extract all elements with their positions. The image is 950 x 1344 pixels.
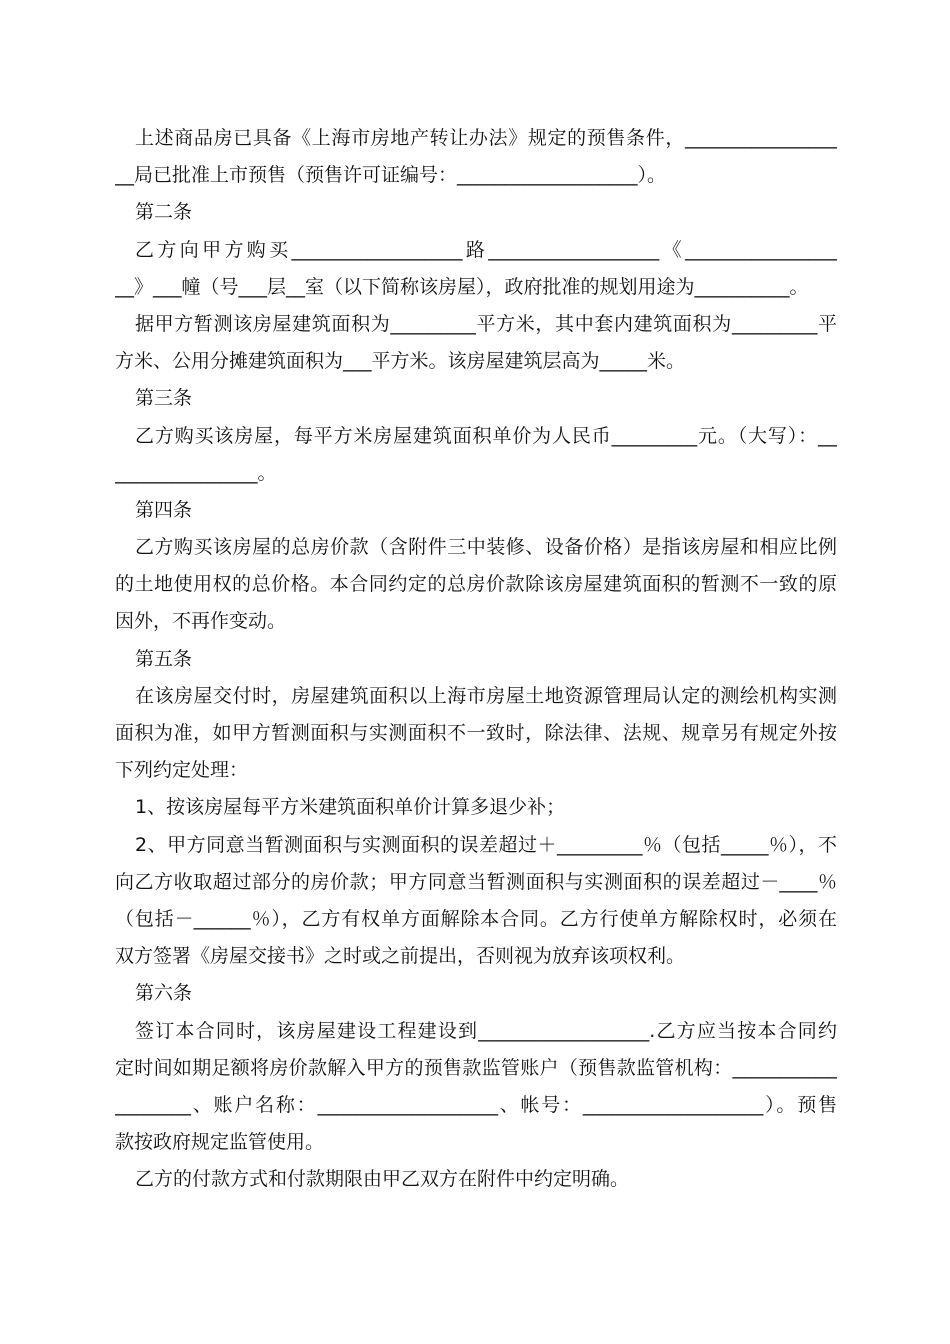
clause-1: 1、按该房屋每平方米建筑面积单价计算多退少补；: [135, 796, 566, 819]
paragraph-presale-conditions-line-1: 上述商品房已具备《上海市房地产转让办法》规定的预售条件，________________: [135, 127, 837, 149]
paragraph-payment-account-line-2: 定时间如期足额将房价款解入甲方的预售款监管账户（预售款监管机构：___________: [115, 1056, 837, 1079]
paragraph-unit-price-line-1: 乙方购买该房屋，每平方米房屋建筑面积单价为人民币_________元。（大写）：__: [135, 424, 837, 447]
paragraph-presale-conditions-line-2: __局已批准上市预售（预售许可证编号：___________________）。: [115, 164, 667, 187]
clause-2-line-2: 向乙方收取超过部分的房价款；甲方同意当暂测面积与实测面积的误差超过－____％: [115, 870, 837, 893]
clause-2-line-1: 2、甲方同意当暂测面积与实测面积的误差超过＋_________％（包括_____％），不: [135, 833, 837, 856]
paragraph-total-price-line-2: 的土地使用权的总价格。本合同约定的总房价款除该房屋建筑面积的暂测不一致的原: [115, 573, 837, 596]
article-4-heading: 第四条: [135, 498, 193, 521]
paragraph-delivery-line-1: 在该房屋交付时，房屋建筑面积以上海市房屋土地资源管理局认定的测绘机构实测: [135, 684, 837, 707]
article-5-heading: 第五条: [135, 647, 193, 670]
paragraph-total-price-line-3: 因外，不再作变动。: [115, 610, 287, 633]
paragraph-payment-account-line-1: 签订本合同时，该房屋建设工程建设到__________________.乙方应当按本合同约: [135, 1019, 837, 1042]
article-6-heading: 第六条: [135, 982, 193, 1005]
paragraph-purchase-line-2: __》___幢（号___层__室（以下简称该房屋），政府批准的规划用途为__________。: [115, 275, 809, 298]
clause-2-line-4: 双方签署《房屋交接书》之时或之前提出，否则视为放弃该项权利。: [115, 945, 686, 968]
clause-2-line-3: （包括－______％），乙方有权单方面解除本合同。乙方行使单方解除权时，必须在: [115, 907, 837, 930]
paragraph-purchase-line-1: 乙方向甲方购买__________________路__________________《________________: [135, 238, 837, 261]
paragraph-area-line-2: 方米、公用分摊建筑面积为___平方米。该房屋建筑层高为_____米。: [115, 350, 686, 373]
contract-page: [115, 120, 837, 1198]
paragraph-area-line-1: 据甲方暂测该房屋建筑面积为_________平方米，其中套内建筑面积为_________平: [135, 312, 837, 335]
article-3-heading: 第三条: [135, 387, 193, 410]
paragraph-payment-terms: 乙方的付款方式和付款期限由甲乙双方在附件中约定明确。: [135, 1168, 630, 1191]
article-2-heading: 第二条: [135, 201, 193, 224]
paragraph-delivery-line-2: 面积为准，如甲方暂测面积与实测面积不一致时，除法律、法规、规章另有规定外按: [115, 722, 837, 744]
paragraph-total-price-line-1: 乙方购买该房屋的总房价款（含附件三中装修、设备价格）是指该房屋和相应比例: [135, 536, 837, 559]
paragraph-payment-account-line-4: 款按政府规定监管使用。: [115, 1131, 325, 1154]
paragraph-payment-account-line-3: ________、账户名称：___________________、帐号：___________________）。预售: [115, 1093, 837, 1116]
paragraph-delivery-line-3: 下列约定处理：: [115, 759, 249, 782]
paragraph-unit-price-line-2: _______________。: [115, 461, 277, 484]
